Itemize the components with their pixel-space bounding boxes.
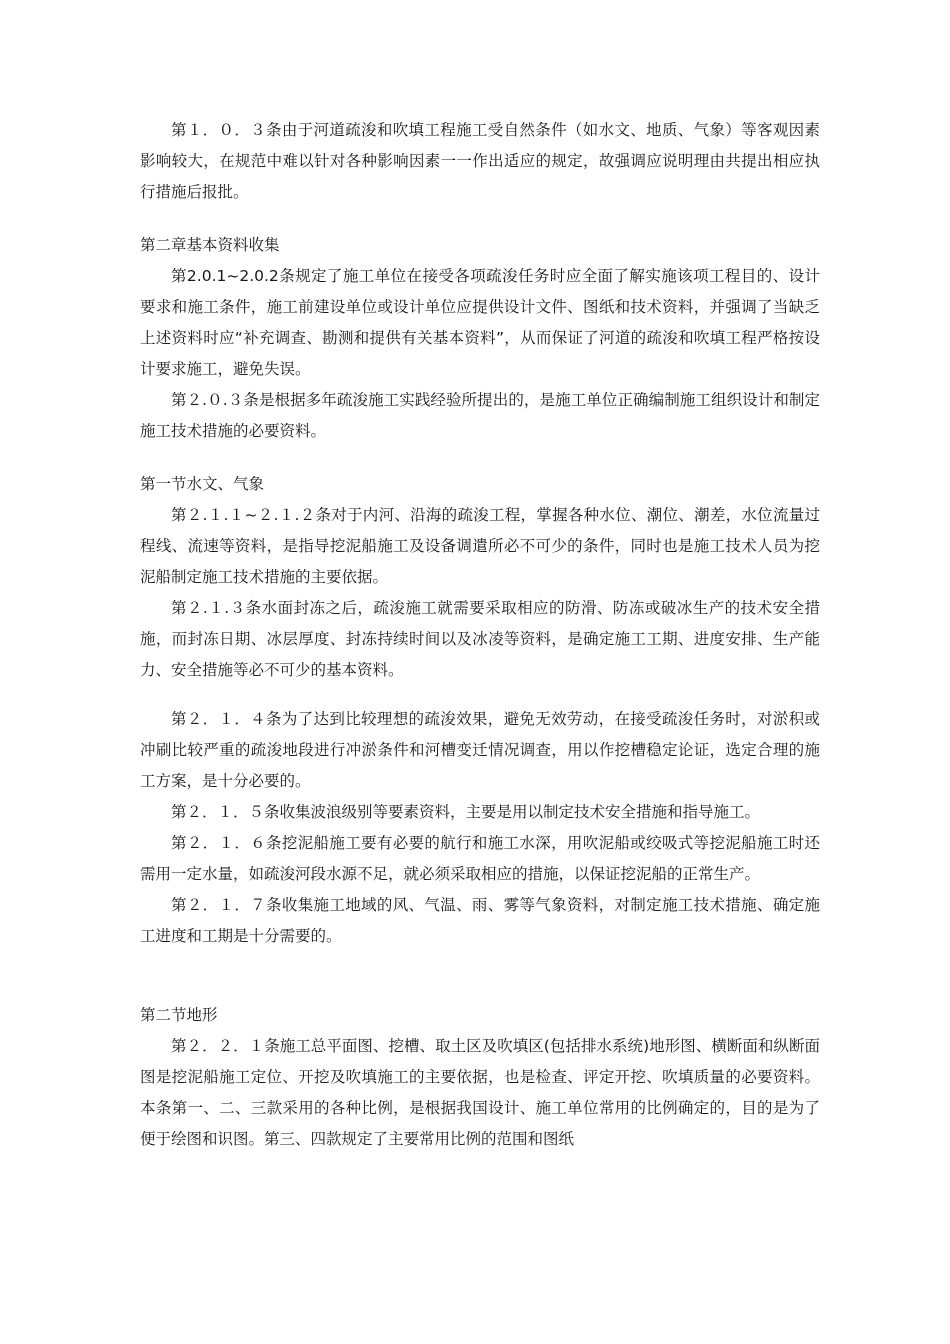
spacer [140,447,820,469]
chapter-heading: 第二章基本资料收集 [140,236,280,254]
spacer [140,208,820,230]
section-heading-terrain: 第二节地形 [140,1006,218,1024]
paragraph-2-1-6: 第２．１．６条挖泥船施工要有必要的航行和施工水深，用吹泥船或绞吸式等挖泥船施工时还需用一定水量，如疏浚河段水源不足，就必须采取相应的措施，以保证挖泥船的正常生产。 [140,834,820,883]
paragraph-2-1-4: 第２．１．４条为了达到比较理想的疏浚效果，避免无效劳动，在接受疏浚任务时，对淤积或冲刷比较严重的疏浚地段进行冲淤条件和河槽变迁情况调查，用以作挖槽稳定论证，选定合理的施工方案，是十分必要的。 [140,710,820,790]
paragraph-1-0-3: 第１．０．３条由于河道疏浚和吹填工程施工受自然条件（如水文、地质、气象）等客观因素影响较大，在规范中难以针对各种影响因素一一作出适应的规定，故强调应说明理由共提出相应执行措施后报批。 [140,121,820,201]
paragraph-2-1-5: 第２．１．５条收集波浪级别等要素资料，主要是用以制定技术安全措施和指导施工。 [171,803,761,821]
spacer [140,686,820,704]
paragraph-2-1-3: 第２.１.３条水面封冻之后，疏浚施工就需要采取相应的防滑、防冻或破冰生产的技术安全措施，而封冻日期、冰层厚度、封冻持续时间以及冰凌等资料，是确定施工工期、进度安排、生产能力、安全措施等必不可少的基本资料。 [140,599,820,679]
spacer [140,952,820,1000]
paragraph-2-2-1: 第２．２．１条施工总平面图、挖槽、取土区及吹填区(包括排水系统)地形图、横断面和纵断面图是挖泥船施工定位、开挖及吹填施工的主要依据，也是检查、评定开挖、吹填质量的必要资料。本条第一、二、三款采用的各种比例，是根据我国设计、施工单位常用的比例确定的，目的是为了便于绘图和识图。第三、四款规定了主要常用比例的范围和图纸 [140,1037,820,1148]
document-body [140,115,820,1155]
section-heading-hydrology: 第一节水文、气象 [140,475,265,493]
paragraph-2-0-3: 第２.０.３条是根据多年疏浚施工实践经验所提出的，是施工单位正确编制施工组织设计和制定施工技术措施的必要资料。 [140,391,820,440]
paragraph-2-1-7: 第２．１．７条收集施工地域的风、气温、雨、雾等气象资料，对制定施工技术措施、确定施工进度和工期是十分需要的。 [140,896,820,945]
paragraph-2-0-1: 第2.0.1~2.0.2条规定了施工单位在接受各项疏浚任务时应全面了解实施该项工程目的、设计要求和施工条件，施工前建设单位或设计单位应提供设计文件、图纸和技术资料，并强调了当缺乏上述资料时应“补充调查、勘测和提供有关基本资料”，从而保证了河道的疏浚和吹填工程严格按设计要求施工，避免失误。 [140,267,820,378]
paragraph-2-1-1: 第２.１.１~２.１.２条对于内河、沿海的疏浚工程，掌握各种水位、潮位、潮差，水位流量过程线、流速等资料，是指导挖泥船施工及设备调遣所必不可少的条件，同时也是施工技术人员为挖泥船制定施工技术措施的主要依据。 [140,506,820,586]
